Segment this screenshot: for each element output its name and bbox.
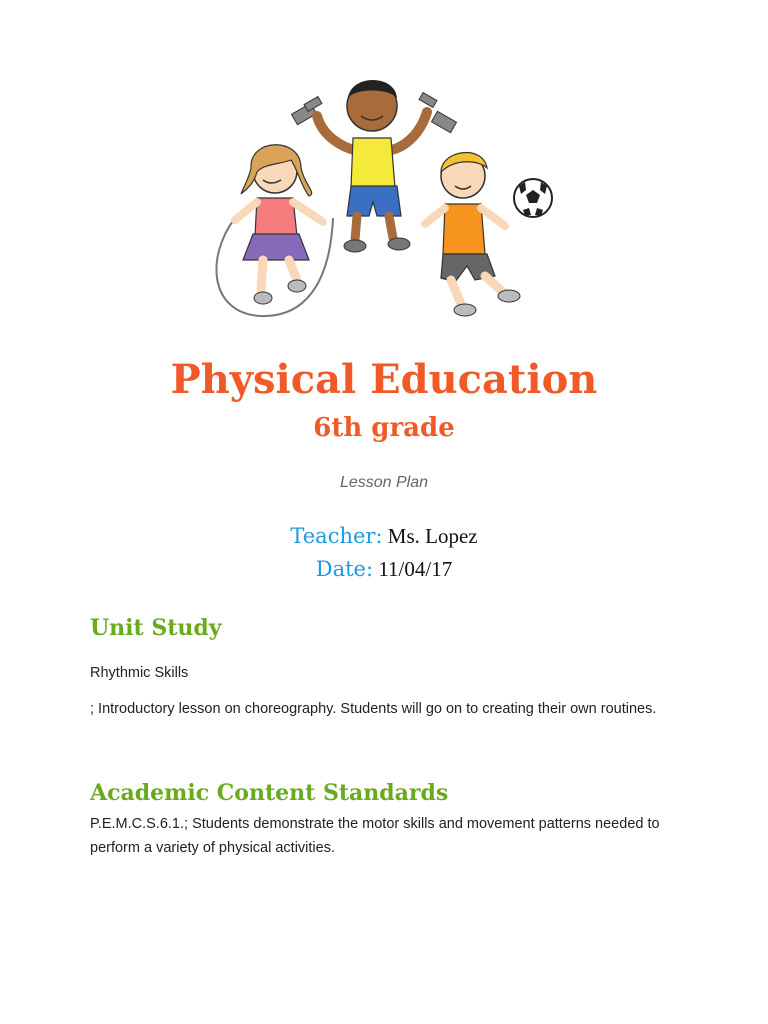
date-value: 11/04/17: [378, 557, 453, 581]
date-label: Date:: [315, 557, 374, 581]
teacher-value: Ms. Lopez: [387, 524, 478, 548]
teacher-line: [0, 521, 768, 551]
kids-exercising-illustration: [205, 68, 565, 328]
standards-heading: Academic Content Standards: [90, 780, 449, 806]
page-title: Physical Education: [170, 356, 598, 403]
date-line: [0, 554, 768, 584]
grade-subtitle: 6th grade: [313, 413, 455, 443]
unit-study-heading: Unit Study: [90, 615, 222, 641]
soccer-ball-icon: [514, 179, 552, 217]
girl-jumping-rope-figure: [216, 145, 333, 316]
teacher-label: Teacher:: [290, 524, 383, 548]
boy-playing-soccer-figure: [425, 153, 520, 316]
unit-study-description: ; Introductory lesson on choreography. Students will go on to creating their own routines.: [90, 701, 657, 717]
standards-description: P.E.M.C.S.6.1.; Students demonstrate the motor skills and movement patterns needed to perform a variety of physical activities.: [90, 816, 660, 856]
document-type: Lesson Plan: [339, 474, 429, 491]
boy-lifting-dumbbells-figure: [291, 80, 456, 252]
unit-study-topic: Rhythmic Skills: [90, 665, 189, 681]
